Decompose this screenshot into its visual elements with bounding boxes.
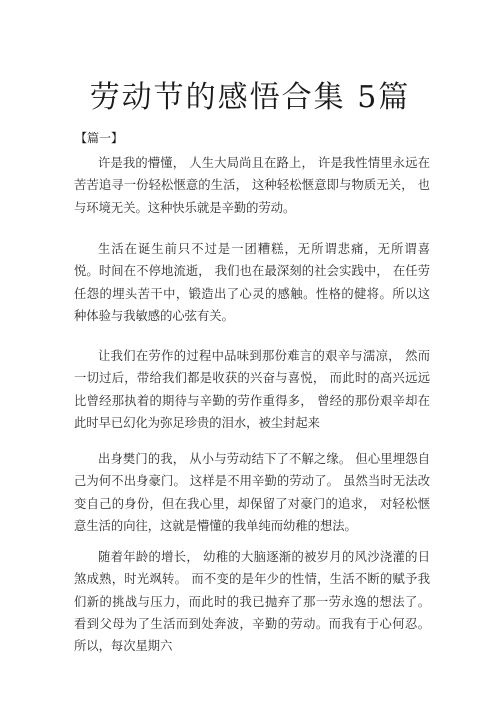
section-label: 【篇一】 (75, 131, 124, 145)
paragraph: 许是我的懵懂， 人生大局尚且在路上， 许是我性情里永远在苦苦追寻一份轻松惬意的生活， 这种轻松惬意即与物质无关， 也与环境无关。这种快乐就是辛勤的劳动。 (74, 156, 430, 215)
paragraph: 随着年龄的增长， 幼稚的大脑逐渐的被岁月的风沙浇灌的日煞成熟，时光飒转。 而不变的是年少的性情，生活不断的赋予我们新的挑战与压力，而此时的我已抛弃了那一劳永逸的想法了。 看到父母为了生活而到处奔波，辛勤的劳动。而我有于心何忍。所以，每次星期六 (74, 550, 430, 654)
page-title: 劳动节的感悟合集 5篇 (89, 80, 411, 115)
paragraph: 出身樊门的我， 从小与劳动结下了不解之缘。 但心里埋怨自己为何不出身豪门。 这样是不用辛勤的劳动了。 虽然当时无法改变自己的身份，但在我心里，却保留了对豪门的追求， 对轻松惬意生活的向往，这就是懵懂的我单纯而幼稚的想法。 (74, 452, 430, 533)
paragraph: 让我们在劳作的过程中品味到那份难言的艰辛与濡凉， 然而一切过后，带给我们都是收获的兴奋与喜悦， 而此时的高兴远远比曾经那执着的期待与辛勤的劳作重得多， 曾经的那份艰辛却在此时早已幻化为弥足珍贵的泪水，被尘封起来 (74, 349, 430, 430)
paragraph: 生活在诞生前只不过是一团糟糕，无所谓悲痛，无所谓喜悦。时间在不停地流逝， 我们也在最深刻的社会实践中， 在任劳任怨的埋头苦干中，锻造出了心灵的感触。性格的健将。所以这种体验与我敏感的心弦有关。 (74, 242, 430, 323)
